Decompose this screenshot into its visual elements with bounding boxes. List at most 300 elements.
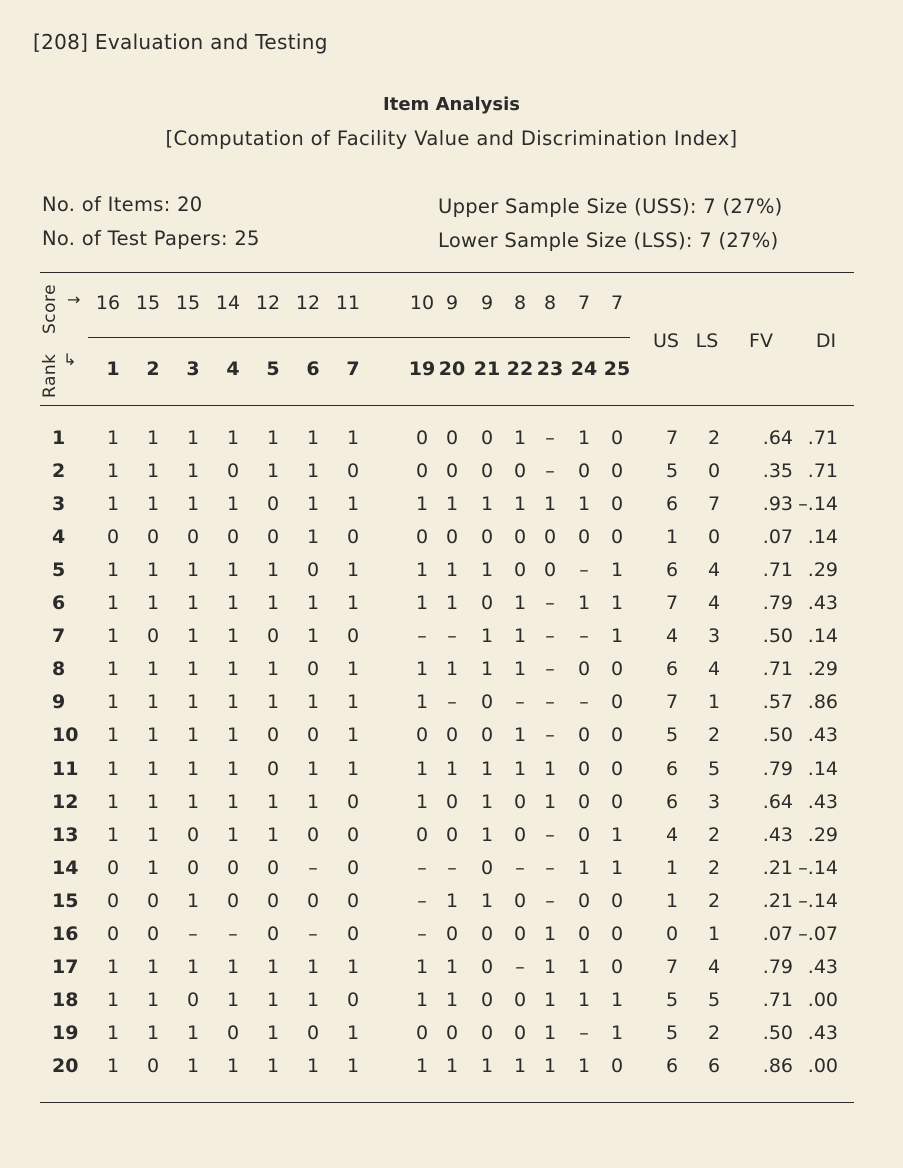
response-cell: 1 [266,658,280,681]
response-cell: 1 [445,658,459,681]
response-cell: – [545,856,555,879]
item-number: 13 [52,823,79,846]
response-cell: 1 [186,724,200,747]
response-cell: 1 [415,691,429,714]
us-cell: 4 [665,625,679,648]
response-cell: 0 [480,460,494,483]
ls-cell: 7 [707,493,721,516]
response-cell: 0 [543,526,557,549]
response-cell: 1 [186,559,200,582]
fv-cell: .79 [762,757,793,780]
response-cell: 1 [513,592,527,615]
response-cell: 1 [106,460,120,483]
response-cell: 1 [306,625,320,648]
item-number: 8 [52,658,66,681]
response-cell: 0 [186,988,200,1011]
response-cell: 1 [480,493,494,516]
fv-cell: .07 [762,526,793,549]
response-cell: – [308,922,318,945]
response-cell: 0 [415,427,429,449]
response-cell: 0 [513,559,527,582]
response-cell: 1 [306,427,320,449]
di-cell: .14 [807,757,838,780]
response-cell: 1 [186,658,200,681]
response-cell: 0 [226,856,240,879]
response-cell: 1 [445,955,459,978]
response-cell: 0 [226,460,240,483]
response-cell: 1 [146,658,160,681]
di-cell: .29 [807,559,838,582]
us-cell: 6 [665,790,679,813]
response-cell: – [447,625,457,648]
header-bottom-rule [40,405,854,406]
response-cell: 1 [266,691,280,714]
response-cell: 1 [306,460,320,483]
header-divider [88,337,630,338]
response-cell: 1 [513,493,527,516]
ls-cell: 4 [707,955,721,978]
response-cell: 0 [445,922,459,945]
response-cell: 1 [186,427,200,449]
response-cell: 1 [106,790,120,813]
response-cell: 1 [306,493,320,516]
response-cell: 0 [610,922,624,945]
response-cell: 1 [186,1054,200,1077]
response-cell: 1 [186,790,200,813]
response-cell: 1 [106,592,120,615]
response-cell: 1 [146,559,160,582]
response-cell: 0 [415,460,429,483]
response-cell: 0 [346,526,360,549]
response-cell: 1 [226,658,240,681]
response-cell: 0 [577,724,591,747]
response-cell: 0 [610,724,624,747]
rank-header-cell: 22 [506,358,534,380]
score-header-cell: 7 [610,292,624,314]
response-cell: 1 [146,823,160,846]
score-header-cell: 7 [577,292,591,314]
response-cell: 0 [480,526,494,549]
response-cell: 0 [445,823,459,846]
ls-cell: 0 [707,460,721,483]
response-cell: 1 [146,724,160,747]
response-cell: 1 [226,559,240,582]
di-cell: .14 [807,526,838,549]
response-cell: 0 [445,427,459,449]
stat-header-us: US [653,330,679,352]
response-cell: 1 [106,625,120,648]
ls-cell: 2 [707,1021,721,1044]
response-cell: 0 [186,823,200,846]
response-cell: 1 [226,823,240,846]
response-cell: 0 [513,1021,527,1044]
response-cell: 0 [610,427,624,449]
score-header-cell: 9 [445,292,459,314]
response-cell: 1 [186,757,200,780]
response-cell: 0 [346,856,360,879]
score-header-cell: 15 [175,292,201,314]
response-cell: 0 [346,988,360,1011]
response-cell: 1 [577,988,591,1011]
score-header-cell: 9 [480,292,494,314]
di-cell: –.07 [798,922,838,945]
ls-cell: 4 [707,592,721,615]
response-cell: 0 [577,526,591,549]
item-number: 14 [52,856,79,879]
response-cell: 1 [513,724,527,747]
ls-cell: 1 [707,922,721,945]
response-cell: 1 [577,856,591,879]
response-cell: 0 [106,526,120,549]
response-cell: – [545,460,555,483]
fv-cell: .64 [762,790,793,813]
response-cell: – [545,658,555,681]
response-cell: 1 [106,493,120,516]
response-cell: 1 [226,988,240,1011]
response-cell: 1 [445,757,459,780]
rank-header-cell: 19 [408,358,436,380]
response-cell: – [447,856,457,879]
response-cell: – [417,625,427,648]
response-cell: 1 [146,856,160,879]
response-cell: 1 [543,922,557,945]
rank-header-cell: 23 [536,358,564,380]
response-cell: 1 [106,757,120,780]
response-cell: 0 [306,823,320,846]
di-cell: .29 [807,658,838,681]
response-cell: 1 [266,988,280,1011]
response-cell: 0 [146,1054,160,1077]
fv-cell: .21 [762,889,793,912]
item-number: 5 [52,559,66,582]
us-cell: 5 [665,460,679,483]
fv-cell: .79 [762,592,793,615]
response-cell: 0 [513,988,527,1011]
response-cell: 1 [266,823,280,846]
response-cell: 1 [513,1054,527,1077]
di-cell: .43 [807,1021,838,1044]
us-cell: 1 [665,856,679,879]
response-cell: 0 [266,889,280,912]
score-header-cell: 10 [409,292,435,314]
us-cell: 7 [665,592,679,615]
us-cell: 4 [665,823,679,846]
stat-header-di: DI [815,330,837,352]
item-number: 17 [52,955,79,978]
score-header-cell: 14 [215,292,241,314]
response-cell: 1 [445,1054,459,1077]
response-cell: 0 [106,856,120,879]
response-cell: 1 [266,955,280,978]
response-cell: 1 [415,988,429,1011]
response-cell: 0 [610,790,624,813]
ls-cell: 6 [707,1054,721,1077]
ls-cell: 2 [707,724,721,747]
us-cell: 7 [665,955,679,978]
response-cell: 0 [543,559,557,582]
response-cell: 1 [306,1054,320,1077]
response-cell: 1 [266,1054,280,1077]
di-cell: .14 [807,625,838,648]
fv-cell: .71 [762,988,793,1011]
response-cell: 1 [543,757,557,780]
response-cell: 0 [480,922,494,945]
score-header-cell: 8 [543,292,557,314]
response-cell: – [515,955,525,978]
item-number: 18 [52,988,79,1011]
response-cell: 0 [266,625,280,648]
us-cell: 6 [665,1054,679,1077]
response-cell: 1 [266,592,280,615]
di-cell: –.14 [798,889,838,912]
response-cell: 0 [415,823,429,846]
response-cell: 1 [610,1021,624,1044]
response-cell: 1 [543,790,557,813]
response-cell: 1 [480,823,494,846]
rank-header-cell: 25 [603,358,631,380]
stat-header-fv: FV [749,330,773,352]
response-cell: 0 [266,856,280,879]
response-cell: 1 [480,625,494,648]
response-cell: 0 [610,526,624,549]
response-cell: 0 [306,658,320,681]
response-cell: 1 [577,493,591,516]
di-cell: .00 [807,1054,838,1077]
response-cell: – [447,691,457,714]
response-cell: 0 [577,922,591,945]
response-cell: 1 [106,823,120,846]
response-cell: 0 [106,922,120,945]
ls-cell: 5 [707,757,721,780]
response-cell: 0 [480,691,494,714]
di-cell: .43 [807,790,838,813]
us-cell: 6 [665,559,679,582]
item-number: 20 [52,1054,79,1077]
response-cell: – [579,691,589,714]
us-cell: 0 [665,922,679,945]
response-cell: 0 [186,856,200,879]
response-cell: 1 [346,724,360,747]
score-header-cell: 8 [513,292,527,314]
response-cell: 1 [106,559,120,582]
response-cell: 0 [266,757,280,780]
response-cell: 0 [610,493,624,516]
response-cell: 0 [306,1021,320,1044]
response-cell: 0 [186,526,200,549]
response-cell: 0 [266,724,280,747]
response-cell: 1 [306,691,320,714]
response-cell: 1 [480,559,494,582]
response-cell: 1 [346,1021,360,1044]
response-cell: 1 [226,625,240,648]
response-cell: 1 [306,526,320,549]
response-cell: 1 [610,856,624,879]
response-cell: 1 [186,1021,200,1044]
response-cell: 0 [577,823,591,846]
item-number: 10 [52,724,79,747]
table-bottom-rule [40,1102,854,1103]
us-cell: 6 [665,493,679,516]
rank-header-cell: 4 [226,358,240,380]
di-cell: .71 [807,427,838,449]
response-cell: 0 [146,526,160,549]
response-cell: 0 [306,559,320,582]
ls-cell: 2 [707,427,721,449]
response-cell: 0 [610,955,624,978]
response-cell: 1 [577,955,591,978]
ls-cell: 3 [707,790,721,813]
response-cell: 0 [415,1021,429,1044]
response-cell: 1 [577,427,591,449]
di-cell: .86 [807,691,838,714]
response-cell: 0 [445,724,459,747]
response-cell: 1 [306,757,320,780]
response-cell: – [515,856,525,879]
response-cell: 0 [306,889,320,912]
meta-uss: Upper Sample Size (USS): 7 (27%) [438,195,783,218]
response-cell: 0 [610,460,624,483]
response-cell: 0 [346,625,360,648]
meta-papers: No. of Test Papers: 25 [42,227,260,250]
response-cell: 0 [306,724,320,747]
response-cell: 1 [346,427,360,449]
item-number: 12 [52,790,79,813]
di-cell: .29 [807,823,838,846]
item-number: 11 [52,757,79,780]
rank-header-cell: 21 [473,358,501,380]
response-cell: 1 [186,592,200,615]
response-cell: 1 [415,757,429,780]
response-cell: 1 [226,592,240,615]
us-cell: 6 [665,658,679,681]
item-number: 7 [52,625,66,648]
response-cell: 1 [415,1054,429,1077]
response-cell: 0 [480,427,494,449]
ls-cell: 2 [707,856,721,879]
table-top-rule [40,272,854,273]
response-cell: – [545,691,555,714]
score-header-cell: 12 [295,292,321,314]
response-cell: 1 [480,889,494,912]
response-cell: – [579,559,589,582]
fv-cell: .64 [762,427,793,449]
page-title: Item Analysis [383,94,520,115]
response-cell: 0 [146,889,160,912]
score-header-cell: 16 [95,292,121,314]
response-cell: 0 [480,1021,494,1044]
response-cell: – [417,889,427,912]
response-cell: 1 [610,559,624,582]
response-cell: 1 [106,988,120,1011]
response-cell: 1 [346,1054,360,1077]
di-cell: –.14 [798,856,838,879]
response-cell: 0 [226,526,240,549]
response-cell: 0 [480,592,494,615]
fv-cell: .50 [762,625,793,648]
rank-header-cell: 1 [106,358,120,380]
us-cell: 7 [665,691,679,714]
fv-cell: .35 [762,460,793,483]
response-cell: 1 [186,955,200,978]
stat-header-ls: LS [695,330,719,352]
fv-cell: .93 [762,493,793,516]
response-cell: 1 [480,757,494,780]
response-cell: 1 [415,790,429,813]
response-cell: 1 [146,691,160,714]
di-cell: .43 [807,955,838,978]
di-cell: .00 [807,988,838,1011]
rank-axis-label: Rank [40,353,60,398]
response-cell: 0 [577,790,591,813]
ls-cell: 5 [707,988,721,1011]
response-cell: 1 [226,955,240,978]
response-cell: 1 [415,658,429,681]
response-cell: 0 [346,790,360,813]
response-cell: 0 [346,889,360,912]
response-cell: 1 [186,625,200,648]
score-header-cell: 12 [255,292,281,314]
us-cell: 7 [665,427,679,449]
response-cell: 1 [513,625,527,648]
response-cell: 1 [106,427,120,449]
response-cell: 0 [415,526,429,549]
response-cell: 1 [480,658,494,681]
response-cell: 1 [186,493,200,516]
response-cell: 0 [346,922,360,945]
response-cell: 1 [226,790,240,813]
response-cell: 0 [513,823,527,846]
rank-header-cell: 6 [306,358,320,380]
response-cell: 0 [513,526,527,549]
response-cell: 1 [146,790,160,813]
response-cell: 1 [445,988,459,1011]
response-cell: 1 [146,427,160,449]
response-cell: 1 [543,1021,557,1044]
response-cell: 1 [306,955,320,978]
rank-header-cell: 20 [438,358,466,380]
fv-cell: .86 [762,1054,793,1077]
response-cell: 1 [266,1021,280,1044]
response-cell: 1 [577,1054,591,1077]
fv-cell: .07 [762,922,793,945]
item-number: 9 [52,691,66,714]
fv-cell: .50 [762,724,793,747]
response-cell: 0 [146,625,160,648]
response-cell: – [545,823,555,846]
response-cell: 1 [266,427,280,449]
response-cell: 1 [415,493,429,516]
ls-cell: 2 [707,823,721,846]
item-number: 6 [52,592,66,615]
response-cell: 1 [543,955,557,978]
response-cell: 1 [513,427,527,449]
response-cell: 1 [186,460,200,483]
response-cell: 0 [513,922,527,945]
response-cell: – [228,922,238,945]
us-cell: 5 [665,1021,679,1044]
response-cell: 1 [146,757,160,780]
rank-header-cell: 7 [346,358,360,380]
fv-cell: .43 [762,823,793,846]
response-cell: 1 [346,559,360,582]
response-cell: 1 [146,460,160,483]
response-cell: 0 [513,460,527,483]
response-cell: 0 [577,889,591,912]
response-cell: 0 [266,922,280,945]
response-cell: 0 [610,757,624,780]
response-cell: 0 [445,526,459,549]
response-cell: 1 [346,757,360,780]
